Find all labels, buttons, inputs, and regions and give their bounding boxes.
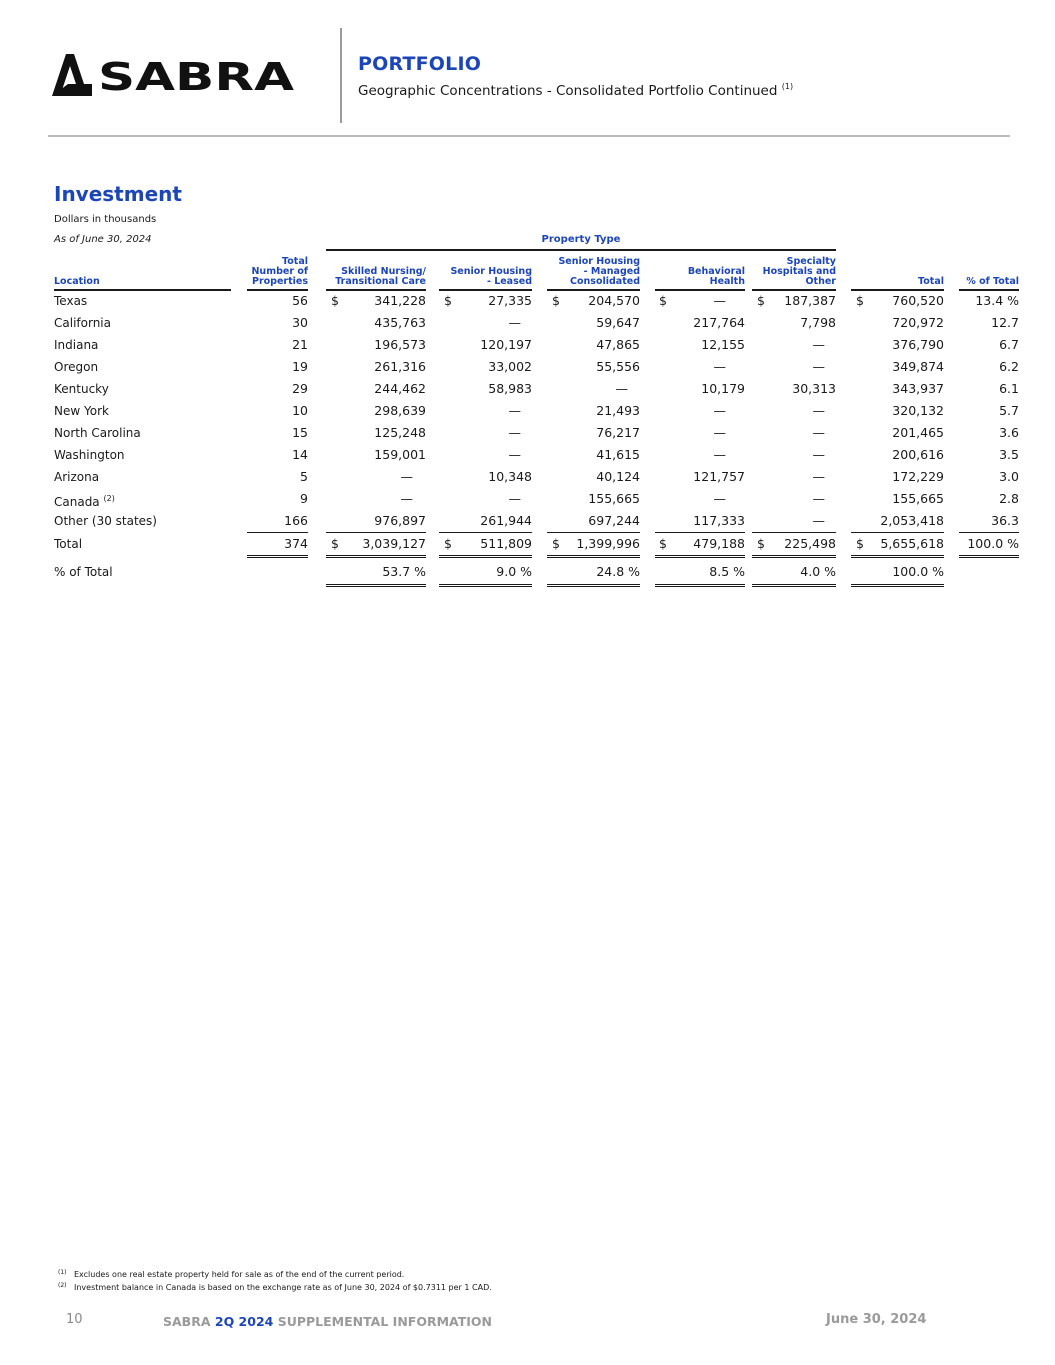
cell-bh: 217,764 [693, 315, 745, 330]
location-cell [54, 488, 115, 510]
cell-bh: 121,757 [693, 469, 745, 484]
column-header-line: % of Total [966, 276, 1019, 287]
as-of-label: As of June 30, 2024 [54, 234, 152, 245]
location-cell [54, 334, 98, 356]
column-header-shm [547, 255, 640, 287]
location-cell [54, 561, 113, 583]
cell-spec: — [812, 513, 825, 528]
cell-shl: — [508, 447, 521, 462]
cell-pct: 3.6 [999, 425, 1019, 440]
table-row [0, 356, 1055, 378]
location-footnote-mark: (2) [103, 494, 115, 503]
footer-brand [163, 1314, 492, 1329]
location-name: Oregon [54, 360, 99, 374]
cell-bh: — [713, 293, 726, 308]
location-name: Washington [54, 448, 125, 462]
cell-shm: 21,493 [596, 403, 640, 418]
cell-shm: — [615, 381, 628, 396]
column-header-line: Specialty [786, 256, 836, 267]
cell-total: 155,665 [892, 491, 944, 506]
cell-snf: 3,039,127 [362, 536, 426, 551]
column-header-location [54, 255, 231, 287]
percent-double-rule [326, 584, 426, 587]
cell-bh: 8.5 % [709, 564, 745, 579]
column-header-pct [959, 255, 1019, 287]
total-double-rule [851, 555, 944, 558]
subtitle-text: Geographic Concentrations - Consolidated Portfolio Continued [358, 83, 778, 99]
property-type-label: Property Type [541, 234, 621, 245]
cell-snf: 196,573 [374, 337, 426, 352]
section-title: PORTFOLIO [358, 53, 482, 75]
cell-total: 2,053,418 [880, 513, 944, 528]
cell-bh: 10,179 [701, 381, 745, 396]
cell-count: 15 [292, 425, 308, 440]
column-header-line: - Managed [583, 266, 640, 277]
cell-pct: 6.2 [999, 359, 1019, 374]
column-header-line: Total [918, 276, 944, 287]
cell-spec: 4.0 % [800, 564, 836, 579]
cell-total: 172,229 [892, 469, 944, 484]
currency-symbol: $ [856, 293, 864, 308]
cell-bh: — [713, 447, 726, 462]
cell-shl: 120,197 [480, 337, 532, 352]
cell-shl: — [508, 491, 521, 506]
cell-snf: 53.7 % [382, 564, 426, 579]
cell-snf: 435,763 [374, 315, 426, 330]
cell-count: 29 [292, 381, 308, 396]
location-cell [54, 378, 109, 400]
cell-count: 10 [292, 403, 308, 418]
column-header-line: Behavioral [687, 266, 745, 277]
cell-shm: 204,570 [588, 293, 640, 308]
cell-shl: 10,348 [488, 469, 532, 484]
total-double-rule [655, 555, 745, 558]
cell-shl: — [508, 425, 521, 440]
cell-total: 201,465 [892, 425, 944, 440]
total-double-rule [959, 555, 1019, 558]
footnote-mark: (2) [58, 1282, 67, 1289]
table-row [0, 422, 1055, 444]
column-header-line: Consolidated [570, 276, 640, 287]
footer-brand-prefix: SABRA [163, 1314, 211, 1329]
cell-shl: 511,809 [480, 536, 532, 551]
cell-shm: 59,647 [596, 315, 640, 330]
table-row [0, 334, 1055, 356]
cell-spec: 30,313 [792, 381, 836, 396]
location-name: Total [54, 537, 83, 551]
cell-bh: — [713, 359, 726, 374]
cell-pct: 2.8 [999, 491, 1019, 506]
column-header-line: Skilled Nursing/ [341, 266, 426, 277]
location-cell [54, 312, 111, 334]
cell-shl: 33,002 [488, 359, 532, 374]
currency-symbol: $ [757, 536, 765, 551]
footnote-1 [58, 1267, 492, 1280]
location-name: % of Total [54, 565, 113, 579]
table-row [0, 400, 1055, 422]
cell-snf: 261,316 [374, 359, 426, 374]
cell-bh: 117,333 [693, 513, 745, 528]
currency-symbol: $ [552, 536, 560, 551]
percent-double-rule [439, 584, 532, 587]
cell-total: 376,790 [892, 337, 944, 352]
column-header-bh [655, 255, 745, 287]
units-label: Dollars in thousands [54, 214, 157, 225]
cell-snf: 298,639 [374, 403, 426, 418]
currency-symbol: $ [331, 536, 339, 551]
footnote-mark: (1) [58, 1269, 67, 1276]
cell-shl: 261,944 [480, 513, 532, 528]
table-row [0, 466, 1055, 488]
total-double-rule [439, 555, 532, 558]
column-header-spec [752, 255, 836, 287]
cell-total: 720,972 [892, 315, 944, 330]
cell-shm: 76,217 [596, 425, 640, 440]
column-header-line: Other [805, 276, 836, 287]
header-divider [340, 28, 342, 123]
column-header-line: Total [282, 256, 308, 267]
cell-snf: 244,462 [374, 381, 426, 396]
cell-count: 5 [300, 469, 308, 484]
table-row [0, 488, 1055, 510]
location-name: Arizona [54, 470, 100, 484]
location-cell [54, 400, 109, 422]
cell-shm: 155,665 [588, 491, 640, 506]
cell-count: 19 [292, 359, 308, 374]
currency-symbol: $ [331, 293, 339, 308]
column-header-count [247, 255, 308, 287]
location-name: Other (30 states) [54, 514, 157, 528]
cell-pct: 12.7 [991, 315, 1019, 330]
location-name: Texas [54, 294, 88, 308]
cell-total: 5,655,618 [880, 536, 944, 551]
cell-pct: 100.0 % [967, 536, 1019, 551]
cell-total: 100.0 % [892, 564, 944, 579]
cell-spec: — [812, 447, 825, 462]
cell-shl: — [508, 315, 521, 330]
location-name: California [54, 316, 111, 330]
cell-snf: — [400, 469, 413, 484]
cell-snf: 159,001 [374, 447, 426, 462]
cell-pct: 6.1 [999, 381, 1019, 396]
cell-spec: 7,798 [800, 315, 836, 330]
cell-bh: 12,155 [701, 337, 745, 352]
cell-spec: — [812, 359, 825, 374]
table-row [0, 312, 1055, 334]
footnote-text: Excludes one real estate property held for sale as of the end of the current period. [74, 1270, 405, 1279]
cell-count: 374 [284, 536, 308, 551]
cell-shm: 55,556 [596, 359, 640, 374]
cell-spec: — [812, 491, 825, 506]
cell-total: 343,937 [892, 381, 944, 396]
cell-shl: — [508, 403, 521, 418]
cell-count: 30 [292, 315, 308, 330]
sabra-logo [52, 50, 296, 98]
column-header-line: Location [54, 276, 100, 287]
location-cell [54, 510, 157, 532]
property-type-rule [326, 249, 836, 251]
cell-snf: — [400, 491, 413, 506]
cell-spec: — [812, 469, 825, 484]
footer-date: June 30, 2024 [826, 1312, 927, 1327]
cell-bh: 479,188 [693, 536, 745, 551]
cell-shm: 24.8 % [596, 564, 640, 579]
column-header-line: - Leased [486, 276, 532, 287]
location-cell [54, 356, 98, 378]
footnote-text: Investment balance in Canada is based on the exchange rate as of June 30, 2024 of $0.7311 per 1 CAD. [74, 1283, 492, 1292]
total-row [0, 533, 1055, 555]
cell-total: 200,616 [892, 447, 944, 462]
table-row [0, 290, 1055, 312]
table-row [0, 510, 1055, 532]
location-name: Canada [54, 495, 100, 509]
column-header-line: Number of [251, 266, 308, 277]
currency-symbol: $ [444, 293, 452, 308]
cell-spec: 225,498 [784, 536, 836, 551]
currency-symbol: $ [444, 536, 452, 551]
table-row [0, 444, 1055, 466]
cell-shl: 9.0 % [496, 564, 532, 579]
location-cell [54, 290, 87, 312]
column-header-line: Senior Housing [558, 256, 640, 267]
cell-snf: 125,248 [374, 425, 426, 440]
cell-count: 21 [292, 337, 308, 352]
footnote-2 [58, 1280, 492, 1293]
cell-snf: 341,228 [374, 293, 426, 308]
column-header-total [851, 255, 944, 287]
cell-bh: — [713, 491, 726, 506]
column-header-line: Hospitals and [762, 266, 836, 277]
footer-brand-suffix: SUPPLEMENTAL INFORMATION [277, 1314, 492, 1329]
cell-snf: 976,897 [374, 513, 426, 528]
location-cell [54, 422, 141, 444]
cell-count: 14 [292, 447, 308, 462]
cell-shm: 47,865 [596, 337, 640, 352]
cell-total: 760,520 [892, 293, 944, 308]
column-header-shl [439, 255, 532, 287]
table-row [0, 378, 1055, 400]
cell-count: 9 [300, 491, 308, 506]
percent-of-total-row [0, 561, 1055, 583]
cell-total: 320,132 [892, 403, 944, 418]
footnotes [58, 1267, 492, 1293]
cell-shm: 697,244 [588, 513, 640, 528]
cell-shm: 1,399,996 [576, 536, 640, 551]
currency-symbol: $ [552, 293, 560, 308]
location-name: New York [54, 404, 109, 418]
cell-count: 56 [292, 293, 308, 308]
currency-symbol: $ [659, 536, 667, 551]
cell-bh: — [713, 403, 726, 418]
location-cell [54, 533, 82, 555]
cell-pct: 6.7 [999, 337, 1019, 352]
cell-spec: — [812, 337, 825, 352]
footer-brand-accent: 2Q 2024 [214, 1314, 274, 1329]
location-cell [54, 466, 99, 488]
cell-shm: 41,615 [596, 447, 640, 462]
logo-wordmark: SABRA [98, 55, 295, 98]
cell-spec: 187,387 [784, 293, 836, 308]
section-subtitle [358, 82, 793, 99]
currency-symbol: $ [659, 293, 667, 308]
cell-pct: 5.7 [999, 403, 1019, 418]
cell-total: 349,874 [892, 359, 944, 374]
percent-double-rule [655, 584, 745, 587]
header-rule [48, 135, 1010, 137]
cell-spec: — [812, 425, 825, 440]
investment-title: Investment [54, 182, 182, 206]
cell-spec: — [812, 403, 825, 418]
percent-double-rule [547, 584, 640, 587]
column-header-line: Health [709, 276, 745, 287]
total-double-rule [247, 555, 308, 558]
subtitle-footnote-mark: (1) [781, 82, 794, 91]
cell-pct: 13.4 % [975, 293, 1019, 308]
percent-double-rule [752, 584, 836, 587]
cell-pct: 3.5 [999, 447, 1019, 462]
column-header-line: Properties [252, 276, 308, 287]
total-double-rule [547, 555, 640, 558]
location-name: Indiana [54, 338, 99, 352]
cell-count: 166 [284, 513, 308, 528]
cell-shm: 40,124 [596, 469, 640, 484]
cell-bh: — [713, 425, 726, 440]
percent-double-rule [851, 584, 944, 587]
column-header-snf [326, 255, 426, 287]
cell-shl: 27,335 [488, 293, 532, 308]
cell-pct: 36.3 [991, 513, 1019, 528]
location-name: Kentucky [54, 382, 109, 396]
column-header-line: Transitional Care [335, 276, 426, 287]
column-header-line: Senior Housing [450, 266, 532, 277]
currency-symbol: $ [757, 293, 765, 308]
total-double-rule [326, 555, 426, 558]
currency-symbol: $ [856, 536, 864, 551]
cell-pct: 3.0 [999, 469, 1019, 484]
page-number: 10 [66, 1312, 83, 1327]
location-cell [54, 444, 125, 466]
cell-shl: 58,983 [488, 381, 532, 396]
location-name: North Carolina [54, 426, 141, 440]
total-double-rule [752, 555, 836, 558]
